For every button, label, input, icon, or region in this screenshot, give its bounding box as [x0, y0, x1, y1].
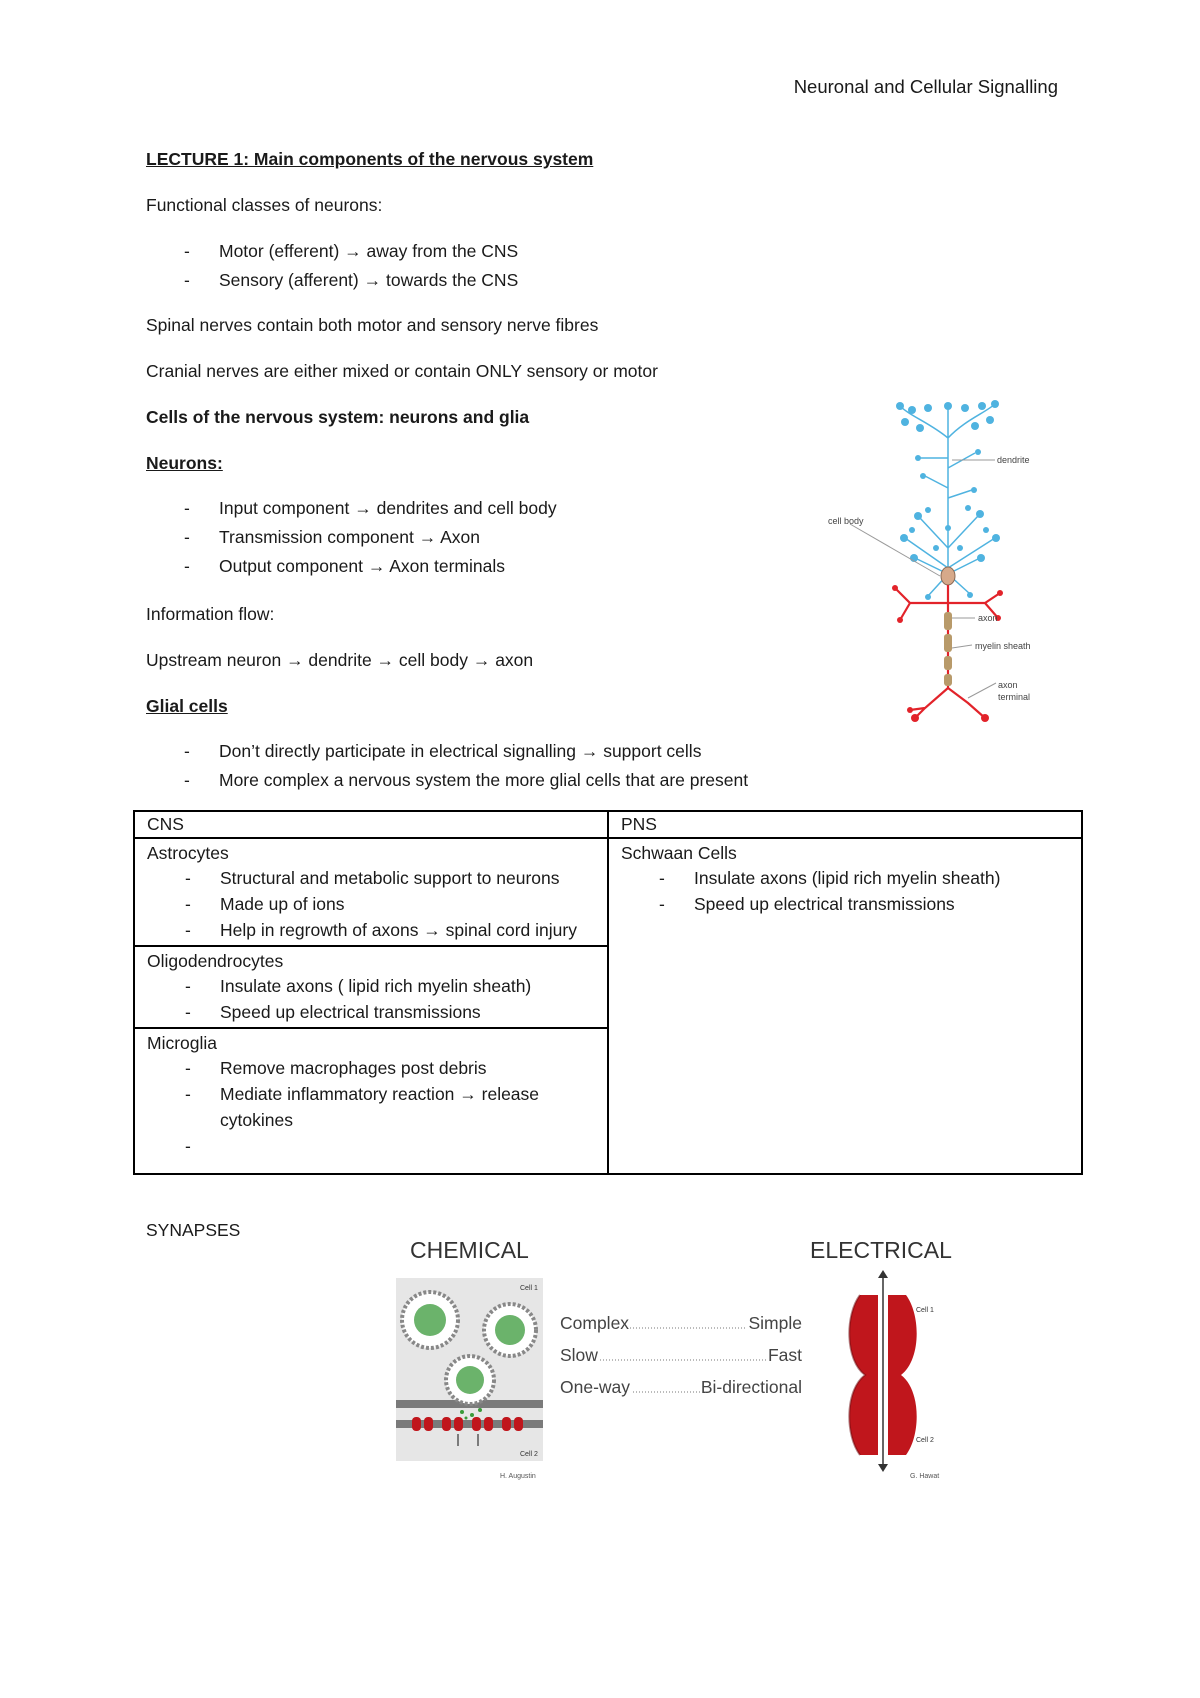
- list-item: - Remove macrophages post debris: [147, 1055, 597, 1081]
- comparison-rows: [560, 1313, 802, 1397]
- list-item: - More complex a nervous system the more glial cells that are present: [146, 766, 748, 795]
- microglia-title: Microglia: [147, 1033, 218, 1053]
- credit-left: H. Augustin: [500, 1473, 536, 1480]
- row-left-slow: Slow: [560, 1345, 598, 1365]
- neuron-diagram: [800, 398, 1060, 732]
- list-item: - Insulate axons (lipid rich myelin sheath): [621, 865, 1071, 891]
- oligodendrocytes-cell: [134, 946, 608, 1028]
- functional-classes-heading: Functional classes of neurons:: [146, 195, 383, 215]
- chemical-synapse-drawing: [396, 1278, 543, 1480]
- label-dendrite: dendrite: [997, 455, 1030, 465]
- row-right-bidirectional: Bi-directional: [700, 1377, 802, 1397]
- list-item: - Structural and metabolic support to neurons: [147, 865, 597, 891]
- glial-list: [146, 737, 748, 795]
- myelin-segments: [944, 612, 952, 686]
- cns-header: CNS: [134, 811, 608, 838]
- list-item: - Made up of ions: [147, 891, 597, 917]
- list-item: - Insulate axons ( lipid rich myelin sheath): [147, 973, 597, 999]
- oligodendrocytes-title: Oligodendrocytes: [147, 951, 284, 971]
- chem-cell1-label: Cell 1: [520, 1285, 538, 1292]
- running-header: Neuronal and Cellular Signalling: [793, 76, 1058, 97]
- list-item: - Transmission component → Axon: [146, 523, 557, 552]
- label-axon-terminal-1: axon: [998, 680, 1018, 690]
- row-left-complex: Complex: [560, 1313, 630, 1333]
- label-leaders: [850, 460, 996, 698]
- list-item: - Mediate inflammatory reaction → release cytokines: [147, 1081, 597, 1133]
- credit-right: G. Hawat: [910, 1473, 940, 1480]
- schwann-title: Schwaan Cells: [621, 843, 737, 863]
- chemical-title: CHEMICAL: [410, 1237, 529, 1263]
- cells-heading: Cells of the nervous system: neurons and glia: [146, 407, 530, 427]
- label-myelin: myelin sheath: [975, 641, 1031, 651]
- functional-classes-list: [146, 237, 518, 295]
- electrical-title: ELECTRICAL: [810, 1237, 952, 1263]
- list-item: - Input component → dendrites and cell body: [146, 494, 557, 523]
- synapse-comparison-figure: [390, 1220, 970, 1505]
- chem-cell2-label: Cell 2: [520, 1451, 538, 1458]
- electrical-synapse-drawing: [849, 1270, 939, 1480]
- label-cell-body: cell body: [828, 516, 864, 526]
- row-right-fast: Fast: [767, 1345, 802, 1365]
- list-item: - Motor (efferent) → away from the CNS: [146, 237, 518, 266]
- list-item: - Speed up electrical transmissions: [147, 999, 597, 1025]
- spinal-nerves-text: Spinal nerves contain both motor and sensory nerve fibres: [146, 315, 599, 335]
- microglia-cell: [134, 1028, 608, 1174]
- cranial-nerves-text: Cranial nerves are either mixed or contain ONLY sensory or motor: [146, 361, 658, 381]
- neurons-list: [146, 494, 557, 581]
- row-left-oneway: One-way: [560, 1377, 631, 1397]
- info-flow-heading: Information flow:: [146, 604, 275, 624]
- list-item: - Output component → Axon terminals: [146, 552, 557, 581]
- elec-cell2-label: Cell 2: [916, 1437, 934, 1444]
- label-axon: axon: [978, 613, 998, 623]
- label-axon-terminal-2: terminal: [998, 692, 1031, 702]
- row-right-simple: Simple: [748, 1313, 802, 1333]
- info-flow-text: Upstream neuron → dendrite → cell body → axon: [146, 650, 534, 670]
- elec-cell1-label: Cell 1: [916, 1307, 934, 1314]
- glial-heading: Glial cells: [146, 696, 228, 716]
- list-item: - Help in regrowth of axons → spinal cord injury: [147, 917, 597, 943]
- cell-body-shape: [941, 567, 955, 585]
- list-item: - Speed up electrical transmissions: [621, 891, 1071, 917]
- synapses-label: SYNAPSES: [146, 1220, 241, 1240]
- astrocytes-title: Astrocytes: [147, 843, 229, 863]
- list-item: - Sensory (afferent) → towards the CNS: [146, 266, 518, 295]
- glial-cells-table: [133, 810, 1083, 1175]
- schwann-cell: [608, 838, 1082, 1174]
- astrocytes-cell: [134, 838, 608, 946]
- list-item: - Don’t directly participate in electrical signalling → support cells: [146, 737, 748, 766]
- neurons-heading: Neurons:: [146, 453, 223, 473]
- lecture-title: LECTURE 1: Main components of the nervous system: [146, 149, 594, 169]
- pns-header: PNS: [608, 811, 1082, 838]
